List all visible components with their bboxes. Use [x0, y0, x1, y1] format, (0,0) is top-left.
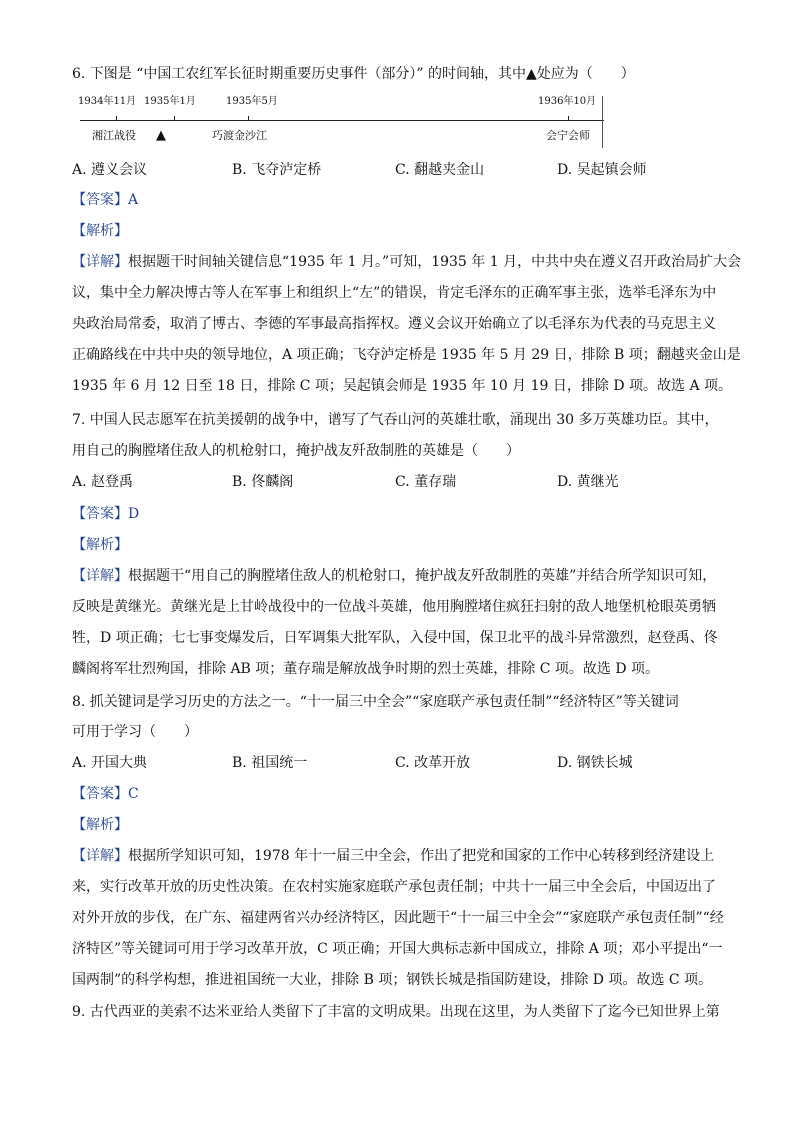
q8-detail-line: 来，实行改革开放的历史性决策。在农村实施家庭联产承包责任制；中共十一届三中全会后，中国迈出了: [72, 879, 716, 895]
timeline-end-bar: [602, 96, 603, 148]
q7-detail-line: 牲，D 项正确；七七事变爆发后，日军调集大批军队，入侵中国，保卫北平的战斗异常激烈，赵登禹、佟: [72, 630, 718, 646]
q7-question-line: 7. 中国人民志愿军在抗美援朝的战争中，谱写了气吞山河的英雄壮歌，涌现出 30 多万英雄功臣。其中，: [72, 412, 719, 428]
q6-detail-line: 正确路线在中共中央的领导地位，A 项正确；飞夺泸定桥是 1935 年 5 月 29 日，排除 B 项；翻越夹金山是: [72, 347, 741, 363]
q7-detail-line: 反映是黄继光。黄继光是上甘岭战役中的一位战斗英雄，他用胸膛堵住疯狂扫射的敌人地堡机枪眼英勇牺: [72, 599, 716, 615]
q7-question-line: 用自己的胸膛堵住敌人的机枪射口，掩护战友歼敌制胜的英雄是（ ）: [72, 443, 520, 459]
q7-option-a: A. 赵登禹: [72, 474, 134, 490]
q7-option-c: C. 董存瑞: [395, 474, 457, 490]
q6-option-b: B. 飞夺泸定桥: [232, 162, 322, 178]
q6-option-d: D. 吴起镇会师: [557, 162, 647, 178]
q6-detail-tag: 【详解】: [72, 254, 128, 270]
q8-option-a: A. 开国大典: [72, 755, 148, 771]
q8-detail-line: [72, 846, 732, 866]
timeline-date: 1936年10月: [538, 96, 597, 107]
q8-detail-line: 国两制”的科学构想，推进祖国统一大业，排除 B 项；钢铁长城是指国防建设，排除 D 项。故选 C 项。: [72, 972, 713, 988]
q6-detail-line: [72, 252, 742, 272]
q9-question: 9. 古代西亚的美索不达米亚给人类留下了丰富的文明成果。出现在这里，为人类留下了迄今已知世界上第: [72, 1004, 720, 1020]
q6-answer: 【答案】A: [72, 192, 139, 208]
q8-option-b: B. 祖国统一: [232, 755, 308, 771]
q7-detail-line: 麟阁将军壮烈殉国，排除 AB 项；董存瑞是解放战争时期的烈士英雄，排除 C 项。故选 D 项。: [72, 661, 660, 677]
q6-detail-line: 1935 年 6 月 12 日至 18 日，排除 C 项；吴起镇会师是 1935 年 10 月 19 日，排除 D 项。故选 A 项。: [72, 378, 733, 394]
q8-option-c: C. 改革开放: [395, 755, 471, 771]
q8-detail-tag: 【详解】: [72, 848, 128, 864]
q8-analysis-title: 【解析】: [72, 817, 128, 833]
timeline-date: 1935年1月: [144, 96, 196, 107]
q6-detail-line: 议，集中全力解决博古等人在军事上和组织上“左”的错误，肯定毛泽东的正确军事主张，选举毛泽东为中: [72, 285, 717, 301]
q6-detail-text: 根据题干时间轴关键信息“1935 年 1 月。”可知，1935 年 1 月，中共中央在遵义召开政治局扩大会: [128, 254, 742, 270]
q6-option-a: A. 遵义会议: [72, 162, 148, 178]
timeline-tick: [248, 116, 249, 120]
timeline-event-blank: ▲: [156, 128, 166, 143]
q6-detail-line: 央政治局常委，取消了博古、李德的军事最高指挥权。遵义会议开始确立了以毛泽东为代表的马克思主义: [72, 316, 716, 332]
timeline-event: 巧渡金沙江: [212, 129, 267, 142]
q7-analysis-title: 【解析】: [72, 537, 128, 553]
q7-answer: 【答案】D: [72, 506, 140, 522]
q7-option-d: D. 黄继光: [557, 474, 619, 490]
timeline-date: 1935年5月: [226, 96, 278, 107]
q6-question: 6. 下图是 “中国工农红军长征时期重要历史事件（部分）” 的时间轴，其中▲处应为（ ）: [72, 66, 635, 82]
timeline-tick: [568, 116, 569, 120]
q6-analysis-title: 【解析】: [72, 223, 128, 239]
timeline-event: 湘江战役: [92, 129, 136, 142]
q6-timeline-figure: [76, 92, 608, 152]
q7-detail-text: 根据题干“用自己的胸膛堵住敌人的机枪射口，掩护战友歼敌制胜的英雄”并结合所学知识可知，: [128, 568, 717, 584]
q8-detail-line: 对外开放的步伐，在广东、福建两省兴办经济特区，因此题干“十一届三中全会”“家庭联产承包责任制”“经: [72, 910, 724, 926]
timeline-tick: [174, 116, 175, 120]
q7-detail-line: [72, 566, 732, 586]
timeline-tick: [116, 116, 117, 120]
q8-question-line: 可用于学习（ ）: [72, 724, 198, 740]
timeline-axis: [80, 120, 604, 121]
q7-option-b: B. 佟麟阁: [232, 474, 294, 490]
q8-option-d: D. 钢铁长城: [557, 755, 633, 771]
timeline-date: 1934年11月: [78, 96, 137, 107]
q8-question-line: 8. 抓关键词是学习历史的方法之一。“十一届三中全会”“家庭联产承包责任制”“经济特区”等关键词: [72, 694, 679, 710]
q8-detail-line: 济特区”等关键词可用于学习改革开放，C 项正确；开国大典标志新中国成立，排除 A 项；邓小平提出“一: [72, 941, 723, 957]
q6-option-c: C. 翻越夹金山: [395, 162, 485, 178]
q8-answer: 【答案】C: [72, 786, 139, 802]
timeline-event: 会宁会师: [546, 129, 590, 142]
q7-detail-tag: 【详解】: [72, 568, 128, 584]
q8-detail-text: 根据所学知识可知，1978 年十一届三中全会，作出了把党和国家的工作中心转移到经济建设上: [128, 848, 715, 864]
